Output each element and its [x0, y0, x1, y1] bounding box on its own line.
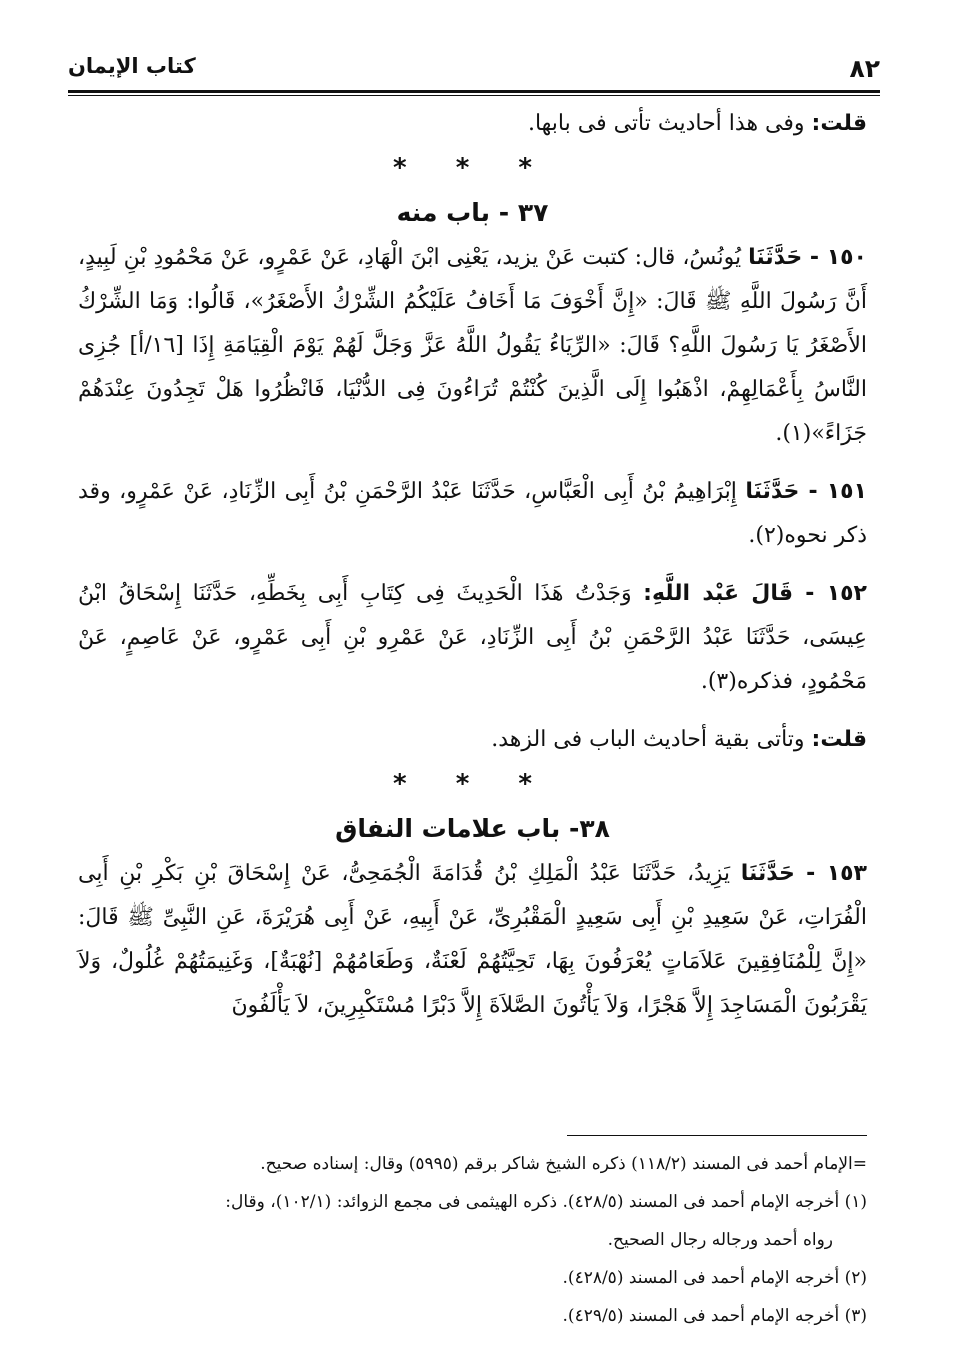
hadith-text: وَجَدْتُ هَذَا الْحَدِيثَ فِى كِتَابِ أَبِى بِخَطِّهِ، حَدَّثَنَا إِسْحَاقُ ابْنُ عِيسَى، حَدَّثَنَا عَبْدُ الرَّحْمَنِ بْنُ أَبِى الزِّنَادِ، عَنْ عَمْرِو بْنِ أَبِى عَمْرٍو، عَنْ عَاصِمٍ، عَنْ مَحْمُودٍ، فذكره(٣). [78, 581, 867, 694]
footnote: (٣) أخرجه الإمام أحمد فى المسند (٤٢٩/٥). [562, 1306, 867, 1326]
paragraph-lead: قلت: [811, 111, 867, 136]
hadith-text: إِبْرَاهِيمُ بْنُ أَبِى الْعَبَّاسِ، حَدَّثَنَا عَبْدُ الرَّحْمَنِ بْنُ أَبِى الزِّنَادِ، عَنْ عَمْرٍو، وقد ذكر نحوه(٢). [78, 479, 867, 548]
paragraph-text: وتأتى بقية أحاديث الباب فى الزهد. [491, 727, 812, 752]
hadith-151 [78, 470, 867, 558]
main-text [78, 102, 867, 1028]
paragraph-text: وفى هذا أحاديث تأتى فى بابها. [527, 111, 812, 136]
spacer [78, 704, 867, 718]
hadith-text: يُونُسُ، قال: كتبت عَنْ يزيد، يَعْنِى ابْنَ الْهَادِ، عَنْ عَمْرٍو، عَنْ مَحْمُودِ بْنِ لَبِيدٍ، أَنَّ رَسُولَ اللَّهِ ﷺ قَالَ: «إِنَّ أَخْوَفَ مَا أَخَافُ عَلَيْكُمُ الشِّرْكُ الأَصْغَرُ»، قَالُوا: وَمَا الشِّرْكُ الأَصْغَرُ يَا رَسُولَ اللَّهِ؟ قَالَ: «الرِّيَاءُ يَقُولُ اللَّهُ عَزَّ وَجَلَّ لَهُمْ يَوْمَ الْقِيَامَةِ إِذَا [١٦/أ] جُزِى النَّاسُ بِأَعْمَالِهِمْ، اذْهَبُوا إِلَى الَّذِينَ كُنْتُمْ تُرَاءُونَ فِى الدُّنْيَا، فَانْظُرُوا هَلْ تَجِدُونَ عِنْدَهُمْ جَزَاءً»(١). [78, 245, 867, 446]
hadith-text: يَزِيدُ، حَدَّثَنَا عَبْدُ الْمَلِكِ بْنُ قُدَامَةَ الْجُمَحِىُّ، عَنْ إِسْحَاقَ بْنِ بَكْرِ بْنِ أَبِى الْفُرَاتِ، عَنْ سَعِيدِ بْنِ أَبِى سَعِيدٍ الْمَقْبُرِىِّ، عَنْ أَبِيهِ، عَنْ أَبِى هُرَيْرَةَ، عَنِ النَّبِىِّ ﷺ قَالَ: «إِنَّ لِلْمُنَافِقِينَ عَلاَمَاتٍ يُعْرَفُونَ بِهَا، تَحِيَّتُهُمْ لَعْنَةٌ، وَطَعَامُهُمْ [نُهْبَةٌ]، وَغَنِيمَتُهُمْ غُلُولٌ، وَلاَ يَقْرَبُونَ الْمَسَاجِدَ إِلاَّ هَجْرًا، وَلاَ يَأْتُونَ الصَّلاَةَ إِلاَّ دَبْرًا مُسْتَكْبِرِينَ، لاَ يَأْلَفُونَ [78, 861, 867, 1018]
page-header [68, 50, 880, 90]
spacer [78, 456, 867, 470]
header-rule-thin [68, 95, 880, 96]
footnote-rule [567, 1135, 867, 1136]
chapter-heading: ٣٨- باب علامات النفاق [335, 814, 610, 843]
footnotes [80, 1145, 867, 1335]
hadith-number: ١٥٣ - حَدَّثَنَا [740, 861, 867, 886]
footnote: =الإمام أحمد فى المسند (١١٨/٢) ذكره الشيخ شاكر برقم (٥٩٩٥) وقال: إسناده صحيح. [260, 1154, 867, 1174]
spacer [78, 558, 867, 572]
footnote: (١) أخرجه الإمام أحمد فى المسند (٤٢٨/٥). ذكره الهيثمى فى مجمع الزوائد: (١٠٢/١)، وقال: [225, 1192, 867, 1212]
note-paragraph [78, 718, 867, 762]
footnote: (٢) أخرجه الإمام أحمد فى المسند (٤٢٨/٥). [562, 1268, 867, 1288]
hadith-150 [78, 236, 867, 456]
page-number: ٨٢ [849, 54, 880, 83]
footnote-continuation: رواه أحمد ورجاله رجال الصحيح. [607, 1230, 833, 1250]
hadith-number: ١٥٠ - حَدَّثَنَا [748, 245, 867, 270]
hadith-number: ١٥٢ - قَالَ عَبْد اللَّهِ: [643, 581, 867, 606]
hadith-153 [78, 852, 867, 1028]
section-separator: * * * [393, 769, 552, 799]
section-separator: * * * [393, 153, 552, 183]
book-title: كتاب الإيمان [68, 54, 196, 78]
hadith-152 [78, 572, 867, 704]
hadith-number: ١٥١ - حَدَّثَنَا [745, 479, 867, 504]
paragraph-lead: قلت: [811, 727, 867, 752]
header-rule [68, 90, 880, 93]
note-paragraph [78, 102, 867, 146]
chapter-heading: ٣٧ - باب منه [396, 198, 549, 227]
